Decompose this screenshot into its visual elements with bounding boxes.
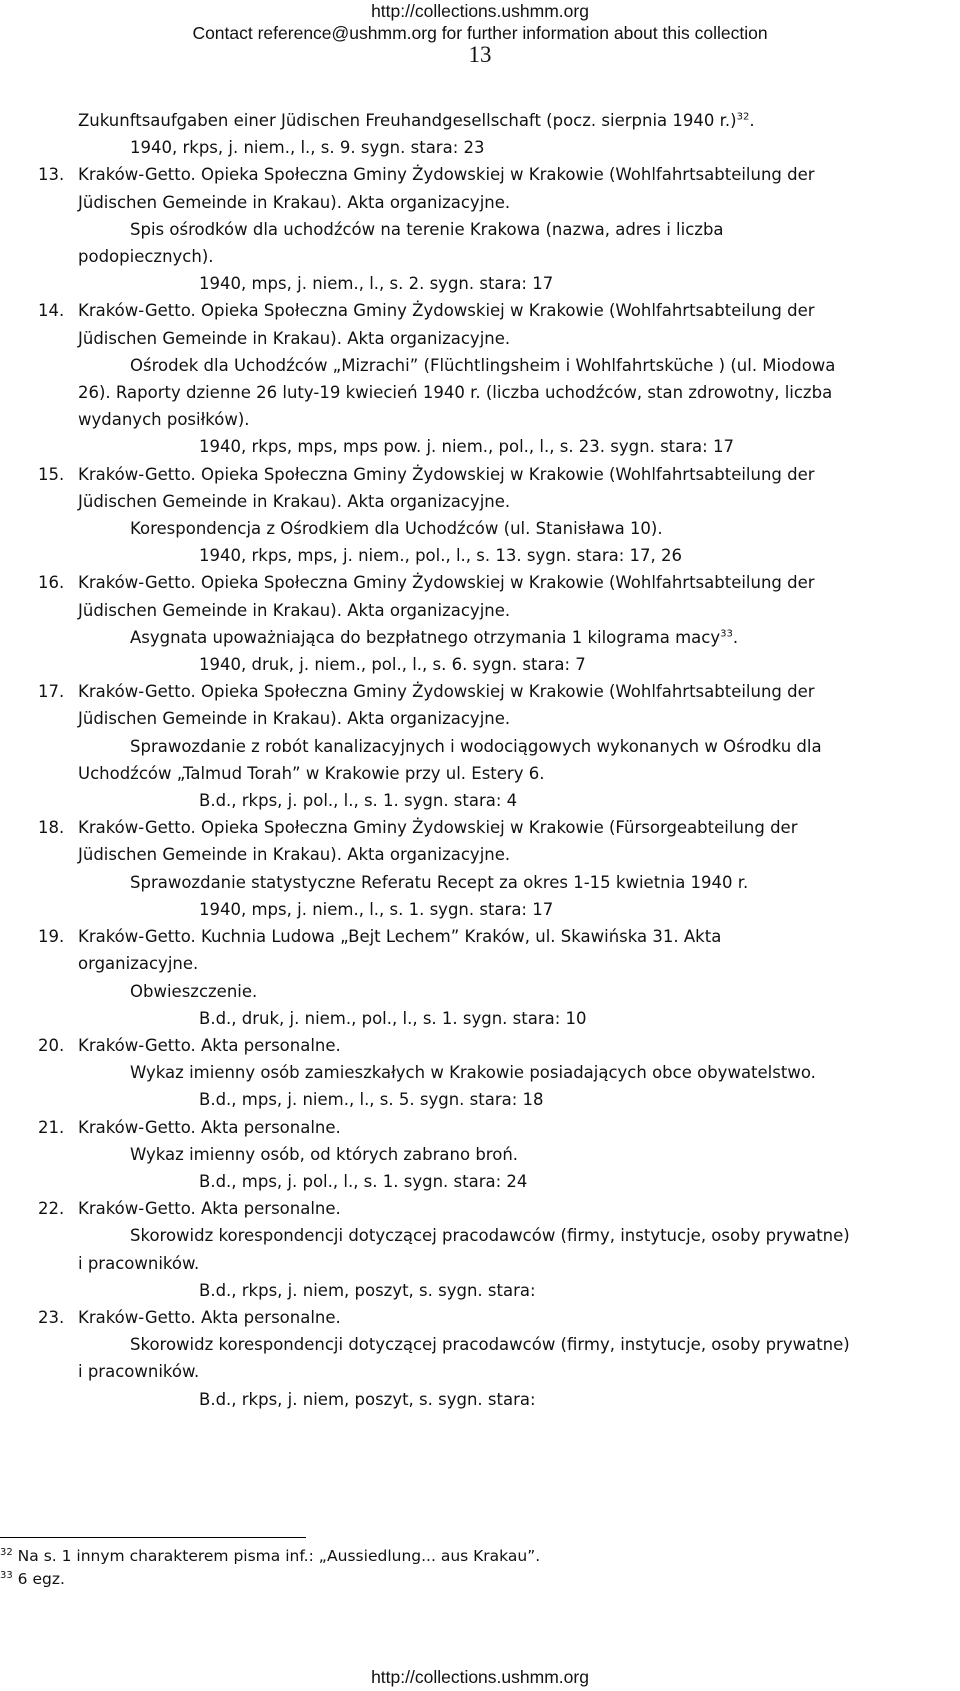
footnote-separator [0,1537,306,1538]
intro-line: 1940, rkps, j. niem., l., s. 9. sygn. stara: 23 [130,138,485,158]
entry-line: B.d., rkps, j. niem, poszyt, s. sygn. stara: [199,1280,536,1300]
entry-line: B.d., mps, j. pol., l., s. 1. sygn. stara: 24 [199,1171,528,1191]
catalog-entry [0,569,960,678]
entry-line: Sprawozdanie z robót kanalizacyjnych i wodociągowych wykonanych w Ośrodku dla [130,736,822,756]
entry-line: B.d., rkps, j. niem, poszyt, s. sygn. stara: [199,1389,536,1409]
entry-line: Kraków-Getto. Akta personalne. [78,1199,341,1219]
entry-line: Kraków-Getto. Opieka Społeczna Gminy Żydowskiej w Krakowie (Wohlfahrtsabteilung der [78,301,815,321]
entry-line: i pracowników. [78,1253,200,1273]
entry-line: B.d., mps, j. niem., l., s. 5. sygn. stara: 18 [199,1090,544,1110]
entry-line: Wykaz imienny osób zamieszkałych w Krakowie posiadających obce obywatelstwo. [130,1063,816,1083]
entry-number: 18. [38,818,65,838]
entry-number: 16. [38,573,65,593]
entry-number: 22. [38,1199,65,1219]
entry-line: Kraków-Getto. Akta personalne. [78,1035,341,1055]
entry-line: organizacyjne. [78,954,199,974]
catalog-entry [0,1195,960,1304]
entry-line: Kraków-Getto. Opieka Społeczna Gminy Żydowskiej w Krakowie (Wohlfahrtsabteilung der [78,165,815,185]
entry-line: 1940, rkps, mps, mps pow. j. niem., pol., l., s. 23. sygn. stara: 17 [199,437,734,457]
footnote-ref: 33 [720,628,733,640]
entry-number: 13. [38,165,65,185]
entry-line: podopiecznych). [78,247,214,267]
entry-line: Ośrodek dla Uchodźców „Mizrachi” (Flüchtlingsheim i Wohlfahrtsküche ) (ul. Miodowa [130,355,836,375]
entry-line: 1940, mps, j. niem., l., s. 2. sygn. stara: 17 [199,274,554,294]
footer-url[interactable]: http://collections.ushmm.org [371,1667,589,1687]
entry-line: Korespondencja z Ośrodkiem dla Uchodźców (ul. Stanisława 10). [130,519,663,539]
entry-line: Jüdischen Gemeinde in Krakau). Akta organizacyjne. [78,600,511,620]
intro-entry [0,107,960,161]
entry-line: Jüdischen Gemeinde in Krakau). Akta organizacyjne. [78,845,511,865]
footnote-ref: 32 [736,111,750,123]
entry-line: Kraków-Getto. Opieka Społeczna Gminy Żydowskiej w Krakowie (Fürsorgeabteilung der [78,818,798,838]
entry-number: 23. [38,1307,65,1327]
entry-line: Jüdischen Gemeinde in Krakau). Akta organizacyjne. [78,192,511,212]
entry-number: 15. [38,464,65,484]
footnote: $^{32}$ Na s. 1 innym charakterem pisma inf.: „Aussiedlung... aus Krakau”. [0,1546,541,1565]
entry-line: B.d., druk, j. niem., pol., l., s. 1. sygn. stara: 10 [199,1008,587,1028]
entry-number: 20. [38,1035,65,1055]
catalog-entry [0,161,960,297]
header-url[interactable]: http://collections.ushmm.org [371,1,589,21]
catalog-entry [0,923,960,1032]
intro-line: Zukunftsaufgaben einer Jüdischen Freuhandgesellschaft (pocz. sierpnia 1940 r.)$^{32}$. [78,111,755,130]
entry-line: Jüdischen Gemeinde in Krakau). Akta organizacyjne. [78,491,511,511]
catalog-entry [0,814,960,923]
entry-line: Obwieszczenie. [130,981,258,1001]
catalog-entry [0,461,960,570]
entry-line: Kraków-Getto. Kuchnia Ludowa „Bejt Lechem” Kraków, ul. Skawińska 31. Akta [78,927,722,947]
catalog-content [0,107,960,1413]
footnote: $^{33}$ 6 egz. [0,1569,65,1588]
entry-line: 1940, druk, j. niem., pol., l., s. 6. sygn. stara: 7 [199,655,586,675]
entry-line: 1940, rkps, mps, j. niem., pol., l., s. 13. sygn. stara: 17, 26 [199,546,683,566]
entry-line: Kraków-Getto. Opieka Społeczna Gminy Żydowskiej w Krakowie (Wohlfahrtsabteilung der [78,464,815,484]
catalog-entry [0,1114,960,1196]
entry-number: 14. [38,301,65,321]
catalog-entry [0,1304,960,1413]
catalog-entry [0,678,960,814]
entry-number: 19. [38,927,65,947]
catalog-entry [0,1032,960,1114]
entry-line: 1940, mps, j. niem., l., s. 1. sygn. stara: 17 [199,899,554,919]
entry-line: Kraków-Getto. Opieka Społeczna Gminy Żydowskiej w Krakowie (Wohlfahrtsabteilung der [78,573,815,593]
entry-line: Skorowidz korespondencji dotyczącej pracodawców (firmy, instytucje, osoby prywatne) [130,1335,850,1355]
entry-line: Kraków-Getto. Opieka Społeczna Gminy Żydowskiej w Krakowie (Wohlfahrtsabteilung der [78,682,815,702]
entry-number: 21. [38,1117,65,1137]
header-contact: Contact reference@ushmm.org for further information about this collection [192,23,768,43]
entry-number: 17. [38,682,65,702]
entry-line: Sprawozdanie statystyczne Referatu Recept za okres 1-15 kwietnia 1940 r. [130,872,749,892]
entry-line: wydanych posiłków). [78,410,250,430]
entry-line: Kraków-Getto. Akta personalne. [78,1307,341,1327]
entry-line: Uchodźców „Talmud Torah” w Krakowie przy ul. Estery 6. [78,763,545,783]
entry-line: Skorowidz korespondencji dotyczącej pracodawców (firmy, instytucje, osoby prywatne) [130,1226,850,1246]
entry-line: i pracowników. [78,1362,200,1382]
entry-line: 26). Raporty dzienne 26 luty-19 kwiecień 1940 r. (liczba uchodźców, stan zdrowotny, liczba [78,383,833,403]
entry-line: Spis ośrodków dla uchodźców na terenie Krakowa (nazwa, adres i liczba [130,219,724,239]
catalog-entry [0,297,960,460]
footnotes [0,1545,540,1591]
entry-line: Wykaz imienny osób, od których zabrano broń. [130,1144,519,1164]
entry-line: Asygnata upoważniająca do bezpłatnego otrzymania 1 kilograma macy$^{33}$. [130,627,739,647]
entry-line: Kraków-Getto. Akta personalne. [78,1117,341,1137]
entry-line: Jüdischen Gemeinde in Krakau). Akta organizacyjne. [78,709,511,729]
entry-line: B.d., rkps, j. pol., l., s. 1. sygn. stara: 4 [199,791,518,811]
entry-line: Jüdischen Gemeinde in Krakau). Akta organizacyjne. [78,328,511,348]
page-number: 13 [468,42,492,67]
